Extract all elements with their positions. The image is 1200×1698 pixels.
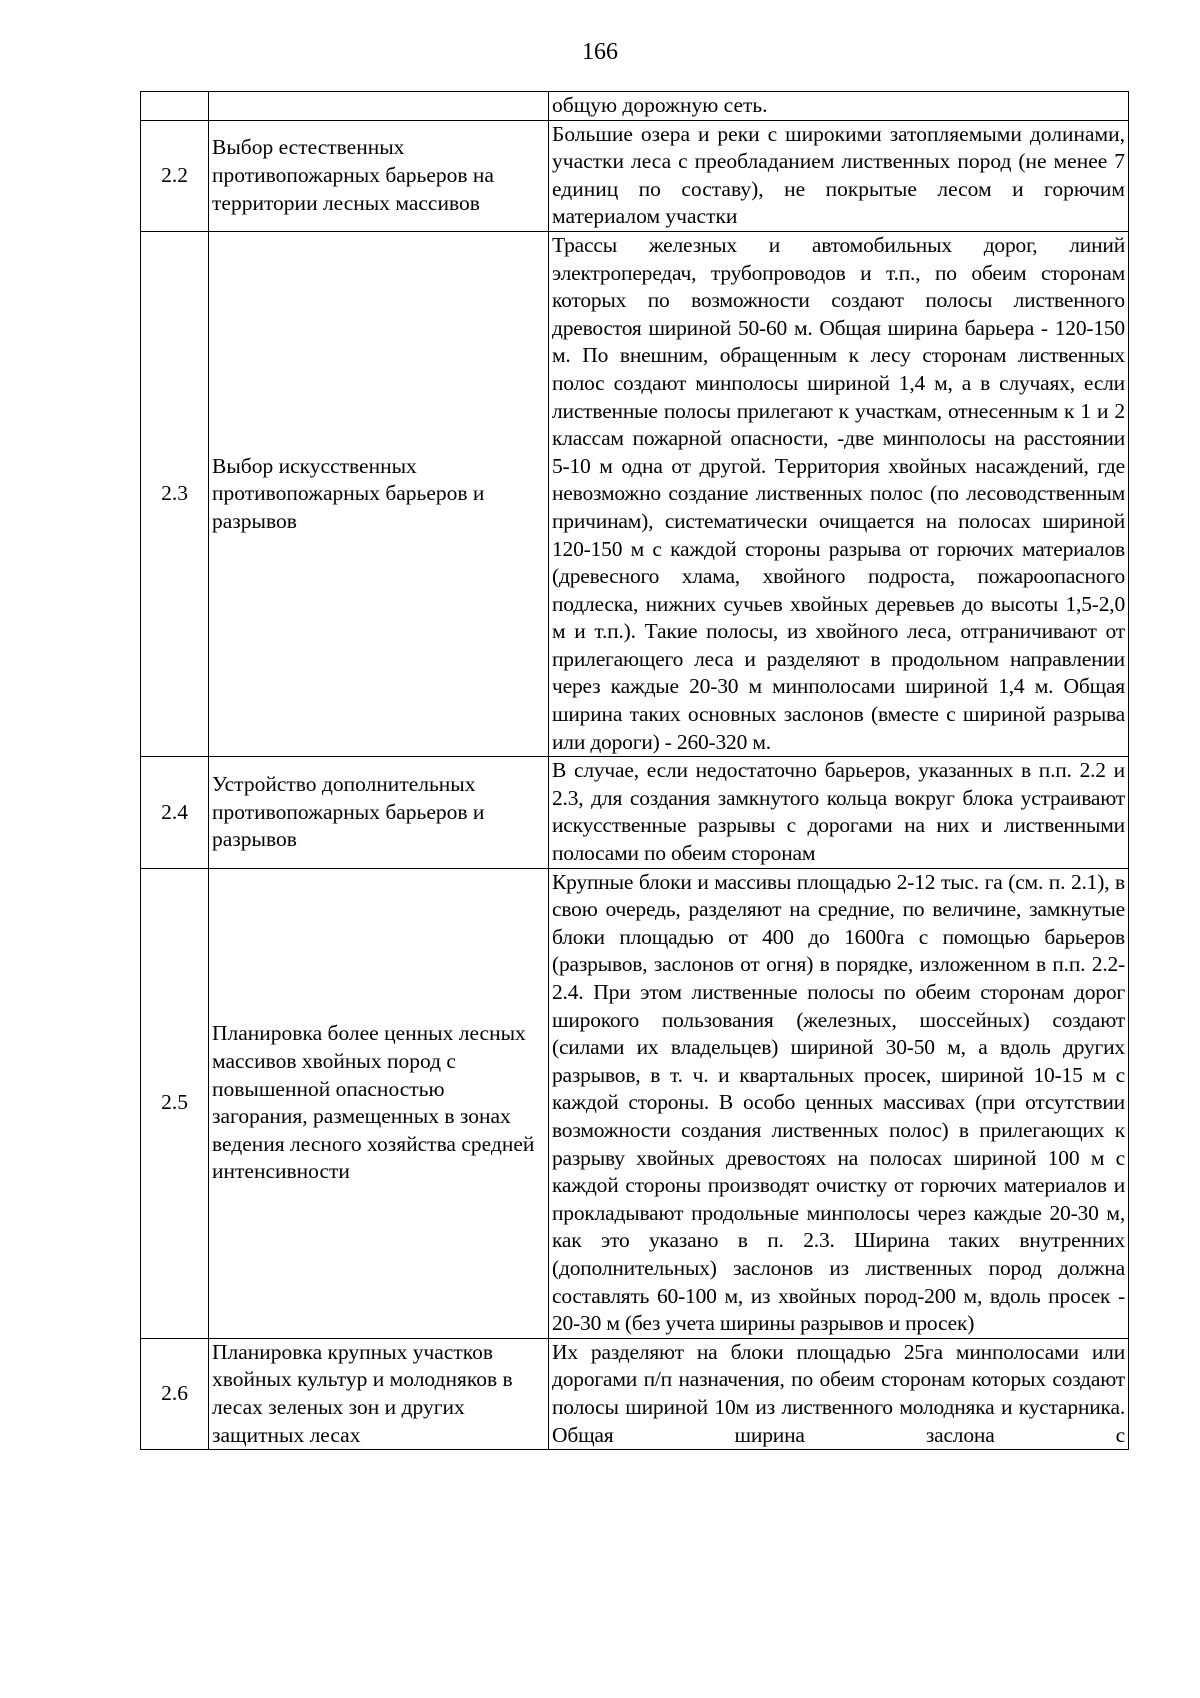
fire-barrier-table: [140, 91, 1129, 1450]
table-row-2-6: [141, 1338, 1129, 1449]
measure-name: Выбор естественных противопожарных барьеров на территории лесных массивов: [209, 120, 549, 231]
row-number: 2.2: [141, 120, 209, 231]
measure-description: Большие озера и реки с широкими затопляемыми долинами, участки леса с преобладанием лиственных пород (не менее 7 единиц по составу), не покрытые лесом и горючим материалом участки: [549, 120, 1129, 231]
row-number: 2.4: [141, 757, 209, 868]
table-row-2-2: [141, 120, 1129, 231]
measure-description: В случае, если недостаточно барьеров, указанных в п.п. 2.2 и 2.3, для создания замкнутого кольца вокруг блока устраивают искусственные разрывы с дорогами на них и лиственными полосами по обеим сторонам: [549, 757, 1129, 868]
measure-description: общую дорожную сеть.: [549, 92, 1129, 121]
row-number: 2.3: [141, 231, 209, 756]
table-row-2-5: [141, 868, 1129, 1338]
measure-name: Устройство дополнительных противопожарных барьеров и разрывов: [209, 757, 549, 868]
measure-name: [209, 92, 549, 121]
table-row-2-3: [141, 231, 1129, 756]
row-number: [141, 92, 209, 121]
table-row-2-4: [141, 757, 1129, 868]
row-number: 2.5: [141, 868, 209, 1338]
measure-description: Трассы железных и автомобильных дорог, линий электропередач, трубопроводов и т.п., по обеим сторонам которых по возможности создают полосы лиственного древостоя шириной 50-60 м. Общая ширина барьера - 120-150 м. По внешним, обращенным к лесу сторонам лиственных полос создают минполосы шириной 1,4 м, а в случаях, если лиственные полосы прилегают к участкам, отнесенным к 1 и 2 классам пожарной опасности, -две минполосы на расстоянии 5-10 м одна от другой. Территория хвойных насаждений, где невозможно создание лиственных полос (по лесоводственным причинам), систематически очищается на полосах шириной 120-150 м с каждой стороны разрыва от горючих материалов (древесного хлама, хвойного подроста, пожароопасного подлеска, нижних сучьев хвойных деревьев до высоты 1,5-2,0 м и т.п.). Такие полосы, из хвойного леса, отграничивают от прилегающего леса и разделяют в продольном направлении через каждые 20-30 м минполосами шириной 1,4 м. Общая ширина таких основных заслонов (вместе с шириной разрыва или дороги) - 260-320 м.: [549, 231, 1129, 756]
measure-description: Крупные блоки и массивы площадью 2-12 тыс. га (см. п. 2.1), в свою очередь, разделяют на средние, по величине, замкнутые блоки площадью от 400 до 1600га с помощью барьеров (разрывов, заслонов от огня) в порядке, изложенном в п.п. 2.2-2.4. При этом лиственные полосы по обеим сторонам дорог широкого пользования (железных, шоссейных) создают (силами их владельцев) шириной 30-50 м, а вдоль других разрывов, в т. ч. и квартальных просек, шириной 10-15 м с каждой стороны. В особо ценных массивах (при отсутствии возможности создания лиственных полос) в прилегающих к разрыву хвойных древостоях на полосах шириной 100 м с каждой стороны производят очистку от горючих материалов и прокладывают продольные минполосы через каждые 20-30 м, как это указано в п. 2.3. Ширина таких внутренних (дополнительных) заслонов из лиственных пород должна составлять 60-100 м, из хвойных пород-200 м, вдоль просек - 20-30 м (без учета ширины разрывов и просек): [549, 868, 1129, 1338]
measure-name: Планировка крупных участков хвойных культур и молодняков в лесах зеленых зон и других защитных лесах: [209, 1338, 549, 1449]
measure-name: Планировка более ценных лесных массивов хвойных пород с повышенной опасностью загорания, размещенных в зонах ведения лесного хозяйства средней интенсивности: [209, 868, 549, 1338]
measure-description: Их разделяют на блоки площадью 25га минполосами или дорогами п/п назначения, по обеим сторонам которых создают полосы шириной 10м из лиственного молодняка и кустарника. Общая ширина заслона с: [549, 1338, 1129, 1449]
row-number: 2.6: [141, 1338, 209, 1449]
measure-name: Выбор искусственных противопожарных барьеров и разрывов: [209, 231, 549, 756]
table-row-continuation: [141, 92, 1129, 121]
page-number: 166: [582, 39, 618, 65]
